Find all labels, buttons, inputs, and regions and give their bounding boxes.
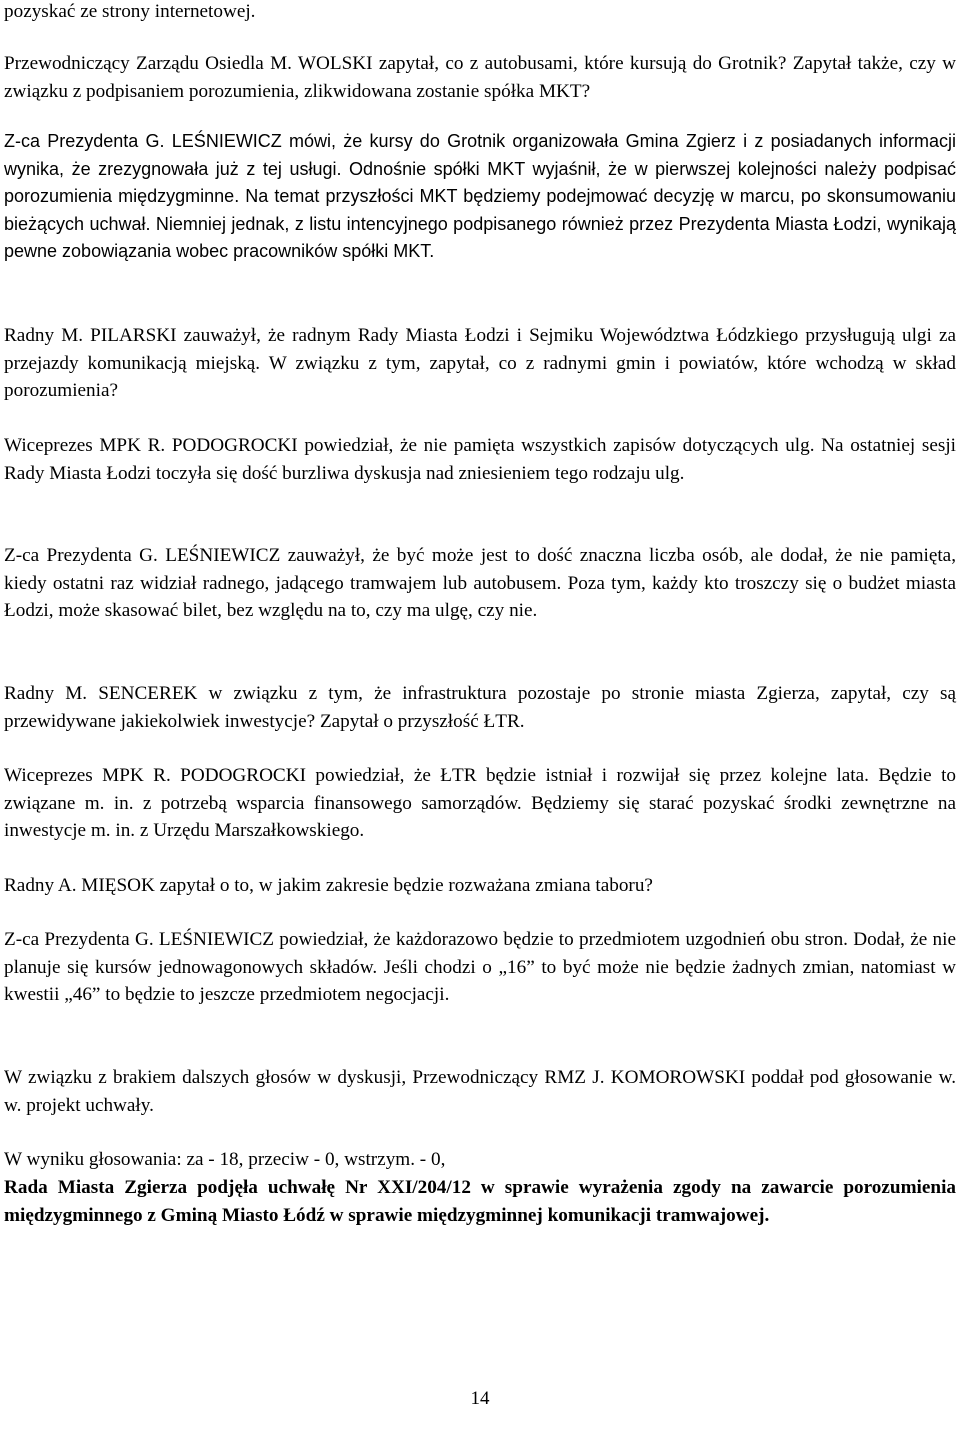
paragraph-lesniewicz-answer-1: Z-ca Prezydenta G. LEŚNIEWICZ mówi, że kursy do Grotnik organizowała Gmina Zgierz i z posiadanych informacji wynika, że zrezygnowała już z tej usługi. Odnośnie spółki MKT wyjaśnił, że w pierwszej kolejności należy podpisać porozumienia międzygminne. Na temat przyszłości MKT będziemy podejmować decyzję w marcu, po skonsumowaniu bieżących uchwał. Niemniej jednak, z listu intencyjnego podpisanego również przez Prezydenta Miasta Łodzi, wynikają pewne zobowiązania wobec pracowników spółki MKT. — [4, 131, 956, 261]
paragraph-pilarski-question: Radny M. PILARSKI zauważył, że radnym Rady Miasta Łodzi i Sejmiku Województwa Łódzkiego przysługują ulgi za przejazdy komunikacją miejską. W związku z tym, zapytał, co z radnymi gmin i powiatów, które wchodzą w skład porozumienia? — [4, 325, 956, 401]
paragraph-wolski-question: Przewodniczący Zarządu Osiedla M. WOLSKI zapytał, co z autobusami, które kursują do Grotnik? Zapytał także, czy w związku z podpisaniem porozumienia, zlikwidowana zostanie spółka MKT? — [4, 53, 956, 102]
page-number: 14 — [470, 1388, 490, 1409]
paragraph-sencerek-question: Radny M. SENCEREK w związku z tym, że infrastruktura pozostaje po stronie miasta Zgierza, zapytał, czy są przewidywane jakiekolwiek inwestycje? Zapytał o przyszłość ŁTR. — [4, 683, 956, 732]
paragraph-intro-fragment: pozyskać ze strony internetowej. — [4, 1, 256, 22]
paragraph-vote-result: W wyniku głosowania: za - 18, przeciw - 0, wstrzym. - 0, — [4, 1149, 446, 1170]
paragraph-lesniewicz-answer-2: Z-ca Prezydenta G. LEŚNIEWICZ zauważył, że być może jest to dość znaczna liczba osób, ale dodał, że nie pamięta, kiedy ostatni raz widział radnego, jadącego tramwajem lub autobusem. Poza tym, każdy kto troszczy się o budżet miasta Łodzi, może skasować bilet, bez względu na to, czy ma ulgę, czy nie. — [4, 545, 956, 621]
paragraph-podogrocki-answer-2: Wiceprezes MPK R. PODOGROCKI powiedział, że ŁTR będzie istniał i rozwijał się przez kolejne lata. Będzie to związane m. in. z potrzebą wsparcia finansowego samorządów. Będziemy się starać pozyskać środki zewnętrzne na inwestycje m. in. z Urzędu Marszałkowskiego. — [4, 765, 956, 841]
paragraph-komorowski-vote-call: W związku z brakiem dalszych głosów w dyskusji, Przewodniczący RMZ J. KOMOROWSKI poddał pod głosowanie w. w. projekt uchwały. — [4, 1067, 956, 1116]
paragraph-miesok-question: Radny A. MIĘSOK zapytał o to, w jakim zakresie będzie rozważana zmiana taboru? — [4, 875, 653, 896]
paragraph-podogrocki-answer-1: Wiceprezes MPK R. PODOGROCKI powiedział, że nie pamięta wszystkich zapisów dotyczących ulg. Na ostatniej sesji Rady Miasta Łodzi toczyła się dość burzliwa dyskusja nad zniesieniem tego rodzaju ulg. — [4, 435, 956, 484]
paragraph-resolution: Rada Miasta Zgierza podjęła uchwałę Nr XXI/204/12 w sprawie wyrażenia zgody na zawarcie porozumienia międzygminnego z Gminą Miasto Łódź w sprawie międzygminnej komunikacji tramwajowej. — [4, 1177, 956, 1226]
paragraph-lesniewicz-answer-3: Z-ca Prezydenta G. LEŚNIEWICZ powiedział, że każdorazowo będzie to przedmiotem uzgodnień obu stron. Dodał, że nie planuje się kursów jednowagonowych składów. Jeśli chodzi o „16” to być może nie będzie żadnych zmian, natomiast w kwestii „46” to będzie to jeszcze przedmiotem negocjacji. — [4, 929, 956, 1005]
